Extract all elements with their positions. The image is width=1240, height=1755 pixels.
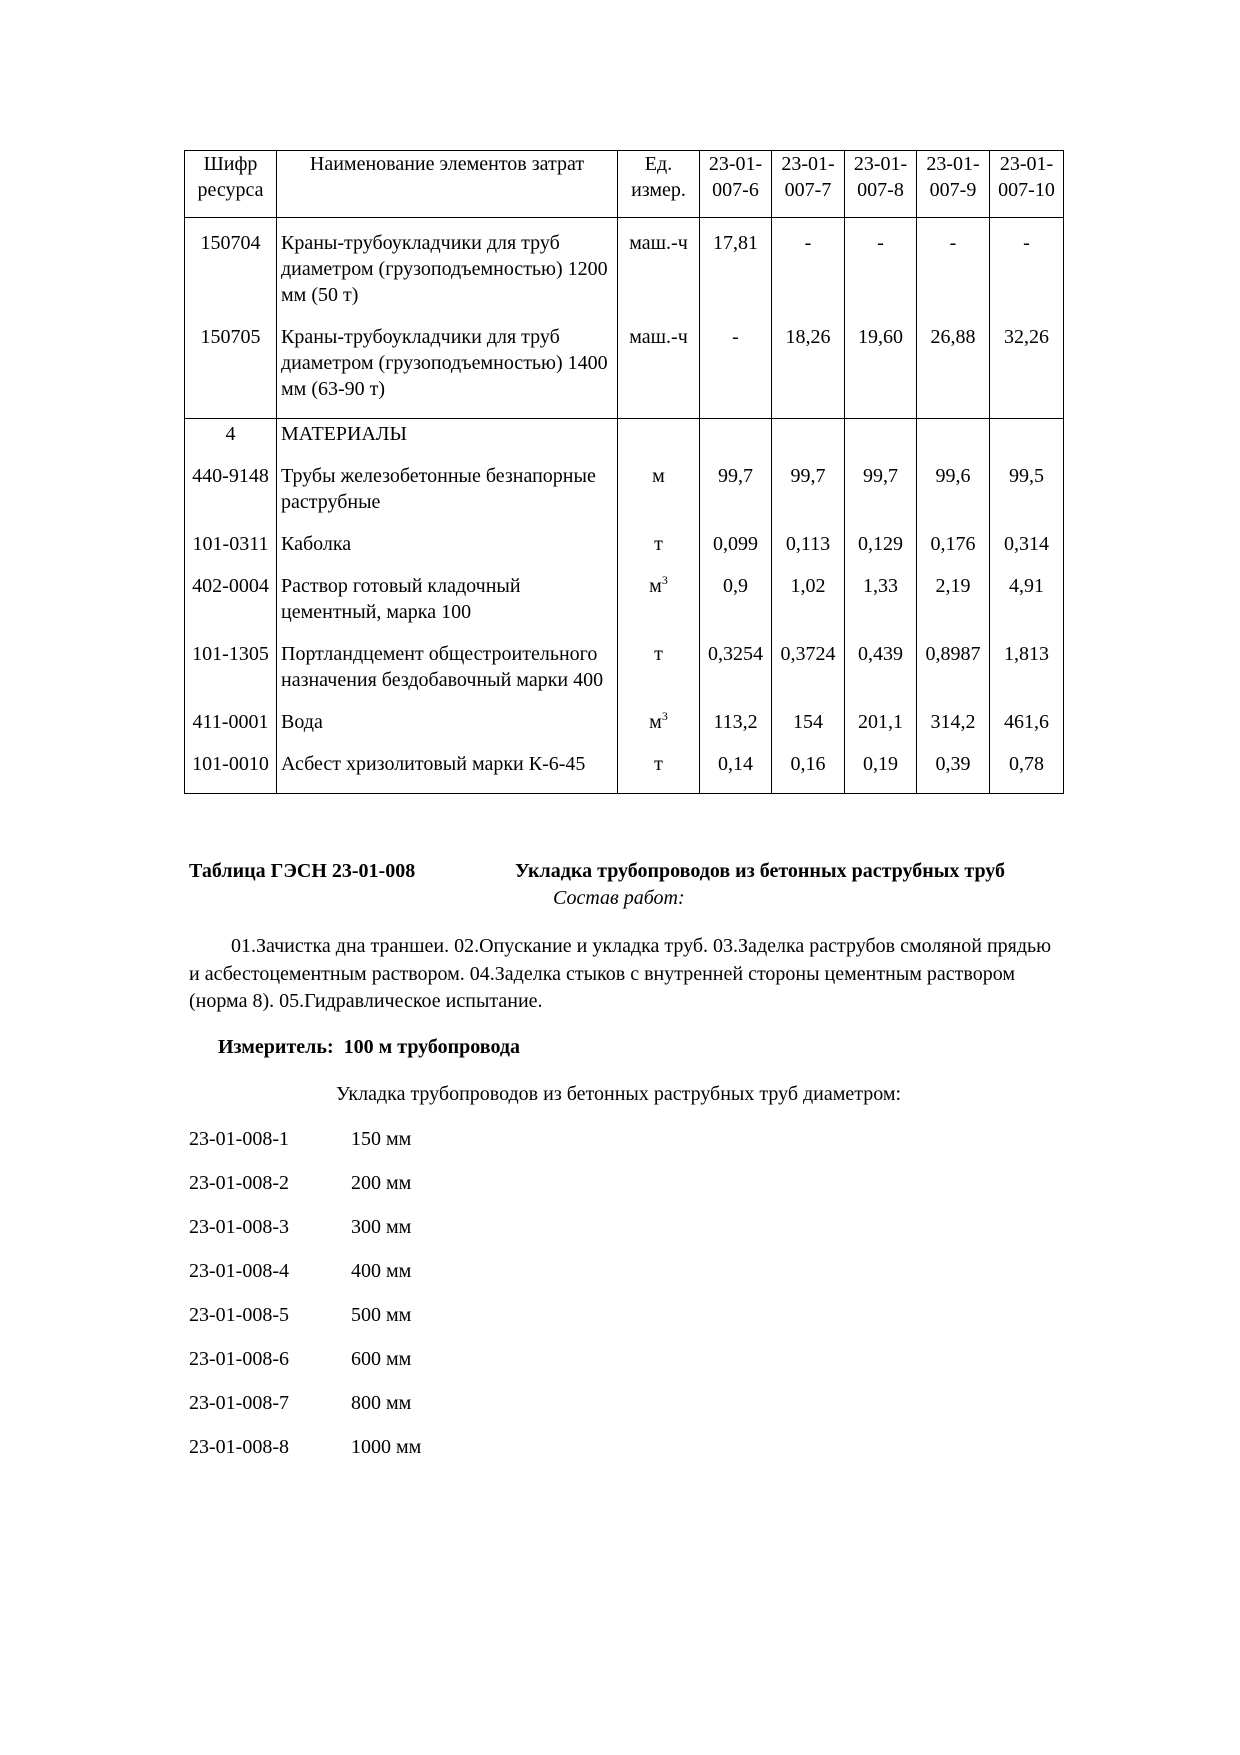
table-name: Укладка трубопроводов из бетонных раструбных труб bbox=[515, 860, 1006, 882]
resource-value: 0,113 bbox=[772, 531, 845, 573]
resource-value: 17,81 bbox=[700, 218, 772, 325]
resource-unit: $м^3$ bbox=[618, 709, 700, 751]
header-unit: Ед. измер. bbox=[618, 151, 700, 218]
items-subtitle: Укладка трубопроводов из бетонных раструбных труб диаметром: bbox=[336, 1083, 902, 1105]
resource-unit: т bbox=[618, 531, 700, 573]
resource-code: 150705 bbox=[185, 324, 277, 419]
resource-unit: маш.-ч bbox=[618, 324, 700, 419]
resource-table bbox=[184, 150, 1064, 794]
resource-value: 1,813 bbox=[990, 641, 1064, 709]
resource-name: Краны-трубоукладчики для труб диаметром (грузоподъемностью) 1200 мм (50 т) bbox=[277, 218, 618, 325]
resource-name: Трубы железобетонные безнапорные раструбные bbox=[277, 463, 618, 531]
resource-value: 0,14 bbox=[700, 751, 772, 794]
item-desc: 200 мм bbox=[351, 1172, 412, 1194]
resource-value: 4,91 bbox=[990, 573, 1064, 641]
resource-name: Портландцемент общестроительного назначения бездобавочный марки 400 bbox=[277, 641, 618, 709]
resource-name: Вода bbox=[277, 709, 618, 751]
item-code: 23-01-008-4 bbox=[189, 1260, 289, 1282]
resource-value: 0,314 bbox=[990, 531, 1064, 573]
resource-value: 0,3724 bbox=[772, 641, 845, 709]
resource-code: 440-9148 bbox=[185, 463, 277, 531]
resource-value: 0,129 bbox=[845, 531, 917, 573]
resource-value: 0,39 bbox=[917, 751, 990, 794]
resource-value: - bbox=[990, 218, 1064, 325]
resource-value: 0,9 bbox=[700, 573, 772, 641]
table-row bbox=[185, 573, 1064, 641]
table-row bbox=[185, 463, 1064, 531]
resource-name: Каболка bbox=[277, 531, 618, 573]
resource-value: 32,26 bbox=[990, 324, 1064, 419]
resource-value: - bbox=[772, 218, 845, 325]
resource-code: 101-1305 bbox=[185, 641, 277, 709]
section-row bbox=[185, 419, 1064, 464]
resource-value: 1,02 bbox=[772, 573, 845, 641]
item-code: 23-01-008-2 bbox=[189, 1172, 289, 1194]
item-code: 23-01-008-8 bbox=[189, 1436, 289, 1458]
resource-value: 0,3254 bbox=[700, 641, 772, 709]
item-desc: 1000 мм bbox=[351, 1436, 422, 1458]
resource-value: 461,6 bbox=[990, 709, 1064, 751]
measure-label: Измеритель: bbox=[218, 1036, 334, 1058]
table-row bbox=[185, 709, 1064, 751]
resource-value: 99,7 bbox=[845, 463, 917, 531]
table-row bbox=[185, 531, 1064, 573]
measure-line bbox=[218, 1036, 520, 1059]
resource-value: 201,1 bbox=[845, 709, 917, 751]
table-header-row bbox=[185, 151, 1064, 218]
resource-value: 99,7 bbox=[700, 463, 772, 531]
item-code: 23-01-008-1 bbox=[189, 1128, 289, 1150]
resource-code: 101-0010 bbox=[185, 751, 277, 794]
resource-code: 150704 bbox=[185, 218, 277, 325]
resource-value: 26,88 bbox=[917, 324, 990, 419]
resource-unit: м bbox=[618, 463, 700, 531]
resource-value: 113,2 bbox=[700, 709, 772, 751]
item-desc: 300 мм bbox=[351, 1216, 412, 1238]
item-code: 23-01-008-5 bbox=[189, 1304, 289, 1326]
resource-value: 0,176 bbox=[917, 531, 990, 573]
item-desc: 400 мм bbox=[351, 1260, 412, 1282]
resource-value: 1,33 bbox=[845, 573, 917, 641]
item-desc: 600 мм bbox=[351, 1348, 412, 1370]
resource-value: 0,8987 bbox=[917, 641, 990, 709]
resource-value: 18,26 bbox=[772, 324, 845, 419]
header-col: 23-01-007-6 bbox=[700, 151, 772, 218]
item-desc: 500 мм bbox=[351, 1304, 412, 1326]
resource-value: 99,6 bbox=[917, 463, 990, 531]
resource-value: 99,7 bbox=[772, 463, 845, 531]
item-desc: 150 мм bbox=[351, 1128, 412, 1150]
table-row bbox=[185, 641, 1064, 709]
item-code: 23-01-008-3 bbox=[189, 1216, 289, 1238]
resource-value: 154 bbox=[772, 709, 845, 751]
table-row bbox=[185, 751, 1064, 794]
header-col: 23-01-007-7 bbox=[772, 151, 845, 218]
resource-value: 0,78 bbox=[990, 751, 1064, 794]
works-text: 01.Зачистка дна траншеи. 02.Опускание и укладка труб. 03.Заделка раструбов смоляной прядью и асбестоцементным раствором. 04.Заделка стыков с внутренней стороны цементным раствором (норма 8). 05.Гидравлическое испытание. bbox=[189, 935, 1052, 1012]
item-code: 23-01-008-6 bbox=[189, 1348, 289, 1370]
header-col: 23-01-007-9 bbox=[917, 151, 990, 218]
resource-name: Краны-трубоукладчики для труб диаметром (грузоподъемностью) 1400 мм (63-90 т) bbox=[277, 324, 618, 419]
item-desc: 800 мм bbox=[351, 1392, 412, 1414]
resource-unit: т bbox=[618, 751, 700, 794]
works-heading: Состав работ: bbox=[553, 887, 685, 909]
table-row bbox=[185, 324, 1064, 419]
resource-value: 19,60 bbox=[845, 324, 917, 419]
resource-name: Раствор готовый кладочный цементный, марка 100 bbox=[277, 573, 618, 641]
resource-code: 101-0311 bbox=[185, 531, 277, 573]
resource-unit: маш.-ч bbox=[618, 218, 700, 325]
header-col: 23-01-007-8 bbox=[845, 151, 917, 218]
header-name: Наименование элементов затрат bbox=[277, 151, 618, 218]
table-row bbox=[185, 218, 1064, 325]
resource-value: 314,2 bbox=[917, 709, 990, 751]
resource-code: 411-0001 bbox=[185, 709, 277, 751]
resource-value: - bbox=[845, 218, 917, 325]
header-code: Шифр ресурса bbox=[185, 151, 277, 218]
resource-value: 99,5 bbox=[990, 463, 1064, 531]
item-code: 23-01-008-7 bbox=[189, 1392, 289, 1414]
measure-value: 100 м трубопровода bbox=[343, 1036, 521, 1058]
resource-value: 0,19 bbox=[845, 751, 917, 794]
resource-unit: т bbox=[618, 641, 700, 709]
resource-value: - bbox=[917, 218, 990, 325]
section-name: МАТЕРИАЛЫ bbox=[277, 419, 618, 464]
resource-value: 2,19 bbox=[917, 573, 990, 641]
resource-unit: $м^3$ bbox=[618, 573, 700, 641]
resource-value: 0,439 bbox=[845, 641, 917, 709]
resource-name: Асбест хризолитовый марки К-6-45 bbox=[277, 751, 618, 794]
resource-value: - bbox=[700, 324, 772, 419]
table-code: Таблица ГЭСН 23-01-008 bbox=[189, 860, 416, 882]
section-code: 4 bbox=[185, 419, 277, 464]
header-col: 23-01-007-10 bbox=[990, 151, 1064, 218]
resource-code: 402-0004 bbox=[185, 573, 277, 641]
resource-value: 0,16 bbox=[772, 751, 845, 794]
resource-value: 0,099 bbox=[700, 531, 772, 573]
